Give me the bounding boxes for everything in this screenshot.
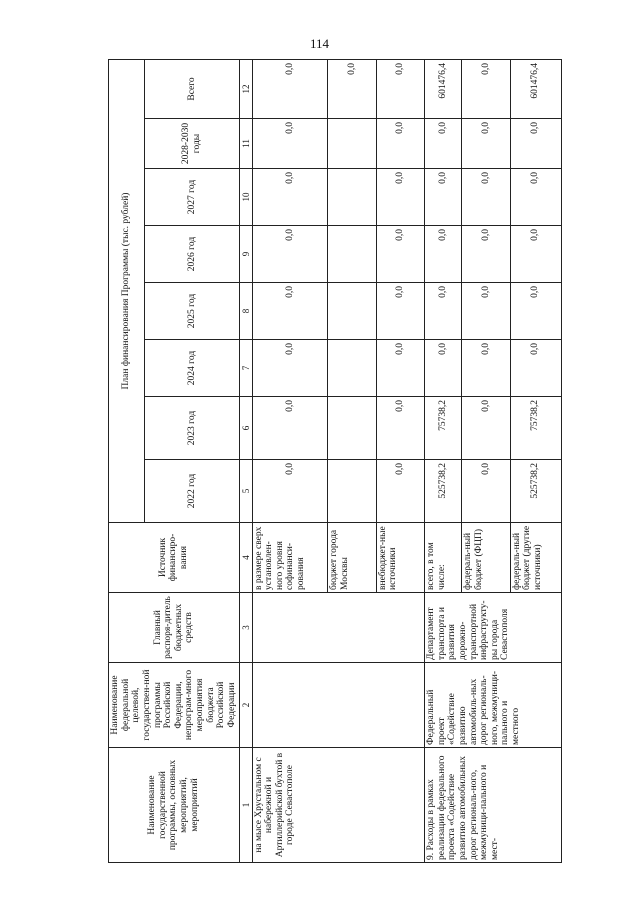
value-cell: 0,0 bbox=[425, 226, 462, 283]
budget-manager-cell: Департамент транспорта и развития дорожно-транспортной инфраструкту-ры города Севастополя bbox=[425, 593, 561, 663]
column-index: 7 bbox=[239, 340, 252, 397]
header-year: 2023 год bbox=[145, 397, 239, 460]
value-cell: 0,0 bbox=[376, 460, 424, 523]
header-row-1 bbox=[109, 59, 145, 862]
header-year: 2024 год bbox=[145, 340, 239, 397]
column-index: 10 bbox=[239, 169, 252, 226]
financing-table bbox=[108, 59, 562, 863]
value-cell: 0,0 bbox=[510, 283, 561, 340]
value-cell-total: 0,0 bbox=[376, 59, 424, 118]
header-program-name: Наименование государственной программы, основных мероприятий, мероприятий bbox=[109, 748, 240, 863]
value-cell: 0,0 bbox=[252, 169, 328, 226]
page-number: 114 bbox=[309, 36, 330, 51]
value-cell: 0,0 bbox=[252, 226, 328, 283]
value-cell: 0,0 bbox=[510, 119, 561, 169]
funding-source-cell: всего, в том числе: bbox=[425, 523, 462, 593]
budget-manager-cell bbox=[252, 593, 424, 663]
value-cell: 0,0 bbox=[462, 460, 510, 523]
value-cell: 0,0 bbox=[462, 283, 510, 340]
value-cell: 0,0 bbox=[425, 169, 462, 226]
value-cell bbox=[328, 119, 376, 169]
value-cell-total: 0,0 bbox=[462, 59, 510, 118]
header-funding-source: Источник финансиро-вания bbox=[109, 523, 240, 593]
funding-source-cell: федераль-ный бюджет (ФЦП) bbox=[462, 523, 510, 593]
value-cell: 0,0 bbox=[462, 397, 510, 460]
value-cell: 75738,2 bbox=[425, 397, 462, 460]
federal-program-cell bbox=[252, 663, 424, 748]
header-year: 2025 год bbox=[145, 283, 239, 340]
value-cell: 0,0 bbox=[462, 226, 510, 283]
table-row bbox=[252, 59, 328, 862]
value-cell: 0,0 bbox=[462, 340, 510, 397]
value-cell: 0,0 bbox=[252, 397, 328, 460]
column-index: 1 bbox=[239, 748, 252, 863]
value-cell: 0,0 bbox=[510, 340, 561, 397]
value-cell: 0,0 bbox=[252, 340, 328, 397]
column-index-row bbox=[239, 59, 252, 862]
value-cell bbox=[328, 340, 376, 397]
value-cell-total: 601476,4 bbox=[425, 59, 462, 118]
value-cell bbox=[328, 283, 376, 340]
program-name-cell: на мысе Хрустальном с набережной и Артиллерийской бухтой в городе Севастополе bbox=[252, 748, 424, 863]
funding-source-cell: в размере сверх установлен-ного уровня софинанси-рования bbox=[252, 523, 328, 593]
value-cell: 0,0 bbox=[252, 460, 328, 523]
value-cell bbox=[328, 226, 376, 283]
column-index: 3 bbox=[239, 593, 252, 663]
funding-source-cell: внебюджет-ные источники bbox=[376, 523, 424, 593]
header-total: Всего bbox=[145, 59, 239, 118]
value-cell: 0,0 bbox=[425, 119, 462, 169]
value-cell-total: 601476,4 bbox=[510, 59, 561, 118]
column-index: 12 bbox=[239, 59, 252, 118]
column-index: 9 bbox=[239, 226, 252, 283]
program-name-cell: 9. Расходы в рамках реализации федерального проекта «Содействие развитию автомобильных дорог региональ-ного, межмуници-пального и мест- bbox=[425, 748, 561, 863]
header-year: 2022 год bbox=[145, 460, 239, 523]
value-cell: 0,0 bbox=[510, 169, 561, 226]
value-cell bbox=[328, 169, 376, 226]
value-cell: 0,0 bbox=[376, 283, 424, 340]
value-cell: 0,0 bbox=[425, 283, 462, 340]
column-index: 2 bbox=[239, 663, 252, 748]
value-cell-total: 0,0 bbox=[328, 59, 376, 118]
column-index: 11 bbox=[239, 119, 252, 169]
value-cell bbox=[328, 460, 376, 523]
header-federal-program: Наименование федеральной целевой, государствен-ной программы Российской Федерации, непрограм-много мероприятия бюджета Российской Федерации bbox=[109, 663, 240, 748]
header-year: 2028-2030 годы bbox=[145, 119, 239, 169]
value-cell: 0,0 bbox=[376, 226, 424, 283]
financing-table-sheet bbox=[108, 60, 543, 863]
column-index: 4 bbox=[239, 523, 252, 593]
value-cell: 0,0 bbox=[376, 397, 424, 460]
funding-source-cell: федераль-ный бюджет (другие источники) bbox=[510, 523, 561, 593]
column-index: 8 bbox=[239, 283, 252, 340]
column-index: 5 bbox=[239, 460, 252, 523]
value-cell: 0,0 bbox=[376, 119, 424, 169]
column-index: 6 bbox=[239, 397, 252, 460]
value-cell: 0,0 bbox=[252, 119, 328, 169]
header-budget-manager: Главный распоря-дитель бюджетных средств bbox=[109, 593, 240, 663]
value-cell: 0,0 bbox=[425, 340, 462, 397]
header-year: 2026 год bbox=[145, 226, 239, 283]
value-cell: 525738,2 bbox=[510, 460, 561, 523]
header-year: 2027 год bbox=[145, 169, 239, 226]
value-cell: 0,0 bbox=[510, 226, 561, 283]
value-cell: 0,0 bbox=[376, 340, 424, 397]
value-cell: 525738,2 bbox=[425, 460, 462, 523]
value-cell bbox=[328, 397, 376, 460]
funding-source-cell: бюджет города Москвы bbox=[328, 523, 376, 593]
value-cell-total: 0,0 bbox=[252, 59, 328, 118]
header-financing-plan: План финансирования Программы (тыс. рублей) bbox=[109, 59, 145, 522]
value-cell: 75738,2 bbox=[510, 397, 561, 460]
value-cell: 0,0 bbox=[462, 169, 510, 226]
value-cell: 0,0 bbox=[252, 283, 328, 340]
value-cell: 0,0 bbox=[376, 169, 424, 226]
value-cell: 0,0 bbox=[462, 119, 510, 169]
federal-program-cell: Федеральный проект «Содействие развитию автомобиль-ных дорог региональ-ного, межмуници-пального и местного bbox=[425, 663, 561, 748]
table-row bbox=[425, 59, 462, 862]
